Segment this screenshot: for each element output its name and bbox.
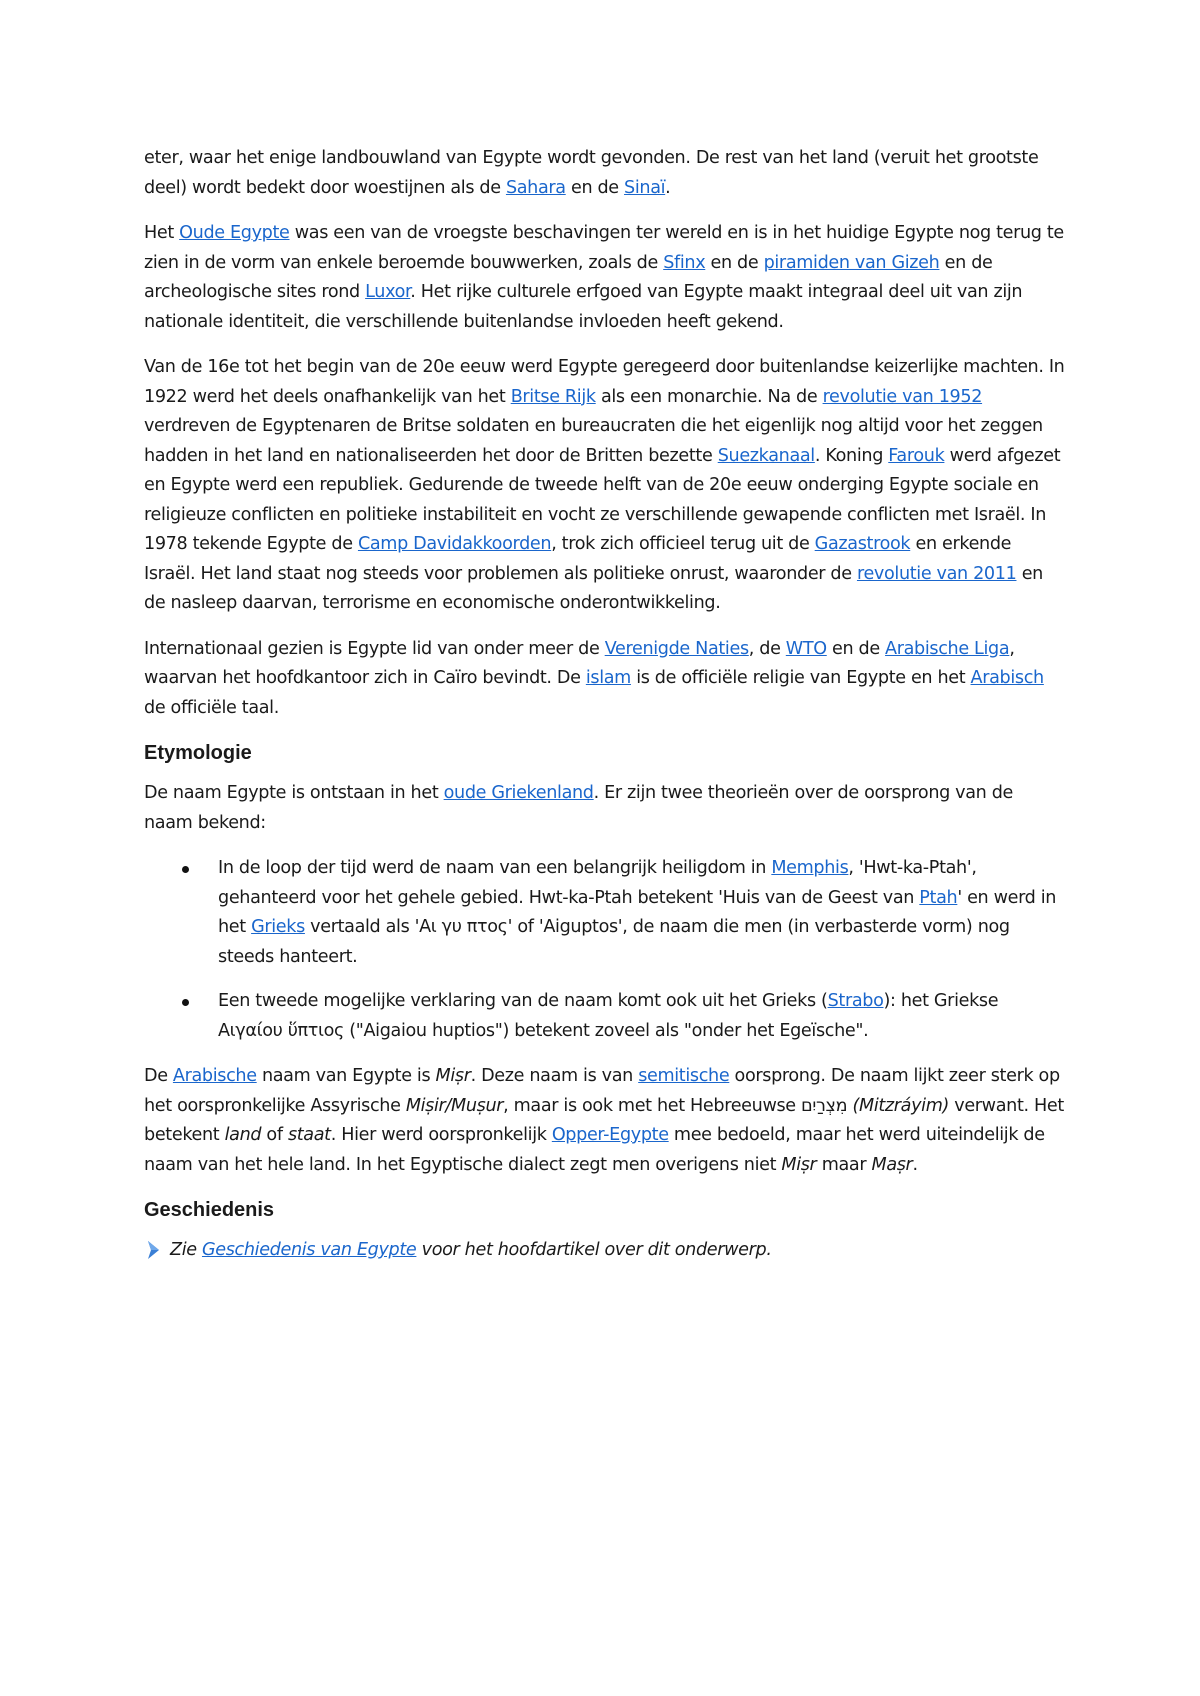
text: . Het rijke culturele erfgoed van Egypte maakt integraal deel uit van zijn nationale identiteit, die verschillende buitenlandse invloeden heeft gekend. xyxy=(144,282,1023,332)
text: , trok zich officieel terug uit de xyxy=(551,534,815,554)
text: als een monarchie. Na de xyxy=(595,386,823,407)
italic-term: Miṣr xyxy=(435,1066,471,1086)
link-revolutie-2011[interactable]: revolutie van 2011 xyxy=(856,563,1017,584)
text: en de nasleep daarvan, terrorisme en economische onderontwikkeling. xyxy=(144,563,1043,613)
italic-term: Maṣr xyxy=(871,1154,913,1175)
italic-term: land xyxy=(224,1125,262,1145)
link-arabische-liga[interactable]: Arabische Liga xyxy=(885,638,1010,659)
text: maar xyxy=(816,1154,872,1175)
text: . xyxy=(912,1154,918,1175)
italic-term: Miṣr xyxy=(781,1154,817,1175)
text: . Koning xyxy=(814,445,889,466)
text: . Er zijn twee theorieën over de oorsprong van de naam bekend: xyxy=(144,783,1014,833)
text: werd afgezet en Egypte werd een republiek. Gedurende de tweede helft van de 20e eeuw onderging Egypte sociale en religieuze conflicten en politieke instabiliteit en vocht ze verschillende gewapende conflicten met Israël. In 1978 tekende Egypte de xyxy=(144,445,1061,554)
link-memphis[interactable]: Memphis xyxy=(771,858,849,878)
link-oude-egypte[interactable]: Oude Egypte xyxy=(179,223,290,243)
paragraph-etymology-intro xyxy=(144,779,1066,838)
text: eter, waar het enige landbouwland van Egypte wordt gevonden. De rest van het land (veruit het grootste deel) wordt bedekt door woestijnen als de xyxy=(144,148,1039,198)
text: de officiële taal. xyxy=(144,697,279,718)
italic-term: Miṣir/Muṣur xyxy=(405,1095,504,1116)
text: . xyxy=(665,177,671,198)
paragraph-ancient-egypt xyxy=(144,219,1066,337)
link-islam[interactable]: islam xyxy=(585,668,631,688)
link-piramiden-van-gizeh[interactable]: piramiden van Gizeh xyxy=(763,252,940,273)
text: verwant. Het betekent xyxy=(144,1095,1064,1145)
text: Internationaal gezien is Egypte lid van onder meer de xyxy=(144,638,605,659)
link-gazastrook[interactable]: Gazastrook xyxy=(814,534,911,554)
link-sahara[interactable]: Sahara xyxy=(505,177,566,198)
heading-geschiedenis: Geschiedenis xyxy=(144,1199,275,1221)
text: In de loop der tijd werd de naam van een belangrijk heiligdom in xyxy=(218,858,772,878)
text: oorsprong. De naam lijkt zeer sterk op het oorspronkelijke Assyrische xyxy=(144,1066,1060,1116)
text: verdreven de Egyptenaren de Britse soldaten en bureaucraten die het eigenlijk nog altijd voor het zeggen hadden in het land en nationaliseerden het door de Britten bezette xyxy=(144,416,1043,466)
right-arrow-icon xyxy=(144,1239,164,1261)
hebrew-word: מִצְרַיִם xyxy=(801,1095,848,1116)
text: en de xyxy=(705,252,764,273)
link-revolutie-1952[interactable]: revolutie van 1952 xyxy=(822,386,983,407)
text: mee bedoeld, maar het werd uiteindelijk de naam van het hele land. In het Egyptische dialect zegt men overigens niet xyxy=(144,1125,1045,1175)
bullet-icon xyxy=(182,999,189,1006)
paragraph-international xyxy=(144,635,1066,724)
text: . Deze naam is van xyxy=(470,1066,639,1086)
link-semitische[interactable]: semitische xyxy=(638,1066,730,1086)
text: , maar is ook met het Hebreeuwse xyxy=(503,1095,802,1116)
text: en de archeologische sites rond xyxy=(144,252,993,302)
text: was een van de vroegste beschavingen ter wereld en is in het huidige Egypte nog terug te zien in de vorm van enkele beroemde bouwwerken, zoals de xyxy=(144,223,1064,273)
link-grieks[interactable]: Grieks xyxy=(251,917,305,937)
text: De naam Egypte is ontstaan in het xyxy=(144,783,444,803)
link-geschiedenis-van-egypte[interactable]: Geschiedenis van Egypte xyxy=(201,1240,417,1260)
text: ): het Griekse Αιγαίου ὕπτιος ("Aigaiou huptios") betekent zoveel als "onder het Egeïsche". xyxy=(218,991,999,1041)
text: Het xyxy=(144,223,180,243)
text: . Hier werd oorspronkelijk xyxy=(330,1125,552,1145)
link-camp-davidakkoorden[interactable]: Camp Davidakkoorden xyxy=(357,534,552,554)
link-wto[interactable]: WTO xyxy=(785,638,827,659)
main-article-note xyxy=(144,1236,1066,1266)
text: voor het hoofdartikel over dit onderwerp. xyxy=(416,1240,772,1260)
text: en erkende Israël. Het land staat nog steeds voor problemen als politieke onrust, waaronder de xyxy=(144,534,1012,584)
link-sfinx[interactable]: Sfinx xyxy=(663,252,706,273)
italic-term: (Mitzráyim) xyxy=(852,1095,950,1116)
text: Een tweede mogelijke verklaring van de naam komt ook uit het Grieks ( xyxy=(218,991,828,1011)
text: Zie xyxy=(170,1240,202,1260)
text: is de officiële religie van Egypte en het xyxy=(630,668,971,688)
text: Van de 16e tot het begin van de 20e eeuw werd Egypte geregeerd door buitenlandse keizerlijke machten. In 1922 werd het deels onafhankelijk van het xyxy=(144,357,1065,407)
text: en de xyxy=(826,638,886,659)
link-suezkanaal[interactable]: Suezkanaal xyxy=(717,445,815,466)
paragraph-geography xyxy=(144,144,1066,203)
list-item xyxy=(144,987,1066,1046)
text: naam van Egypte is xyxy=(256,1066,436,1086)
link-arabisch[interactable]: Arabisch xyxy=(970,668,1044,688)
link-oude-griekenland[interactable]: oude Griekenland xyxy=(443,783,594,803)
link-verenigde-naties[interactable]: Verenigde Naties xyxy=(604,638,749,659)
bullet-icon xyxy=(182,866,189,873)
italic-term: staat xyxy=(287,1125,331,1145)
link-britse-rijk[interactable]: Britse Rijk xyxy=(510,386,596,407)
text: vertaald als 'Αι γυ πτος' of 'Aiguptos', de naam die men (in verbasterde vorm) nog steeds hanteert. xyxy=(218,917,1010,967)
heading-etymologie: Etymologie xyxy=(144,742,252,764)
text: en de xyxy=(565,177,625,198)
list-item xyxy=(144,854,1066,972)
text: , de xyxy=(748,638,786,659)
link-opper-egypte[interactable]: Opper-Egypte xyxy=(551,1125,669,1145)
link-strabo[interactable]: Strabo xyxy=(827,991,884,1011)
link-farouk[interactable]: Farouk xyxy=(888,445,945,466)
link-ptah[interactable]: Ptah xyxy=(919,887,958,908)
link-luxor[interactable]: Luxor xyxy=(365,282,411,302)
text: De xyxy=(144,1066,173,1086)
text: ' en werd in het xyxy=(218,887,1057,937)
link-arabische[interactable]: Arabische xyxy=(172,1066,257,1086)
text: , waarvan het hoofdkantoor zich in Caïro bevindt. De xyxy=(144,638,1015,688)
theories-list xyxy=(144,854,1066,1046)
text: of xyxy=(261,1125,288,1145)
paragraph-history xyxy=(144,353,1066,619)
text: , 'Hwt-ka-Ptah', gehanteerd voor het gehele gebied. Hwt-ka-Ptah betekent 'Huis van de Geest van xyxy=(218,858,977,908)
paragraph-arabic-name xyxy=(144,1062,1066,1180)
article-body xyxy=(144,144,1066,1282)
link-sinai[interactable]: Sinaï xyxy=(624,177,666,198)
